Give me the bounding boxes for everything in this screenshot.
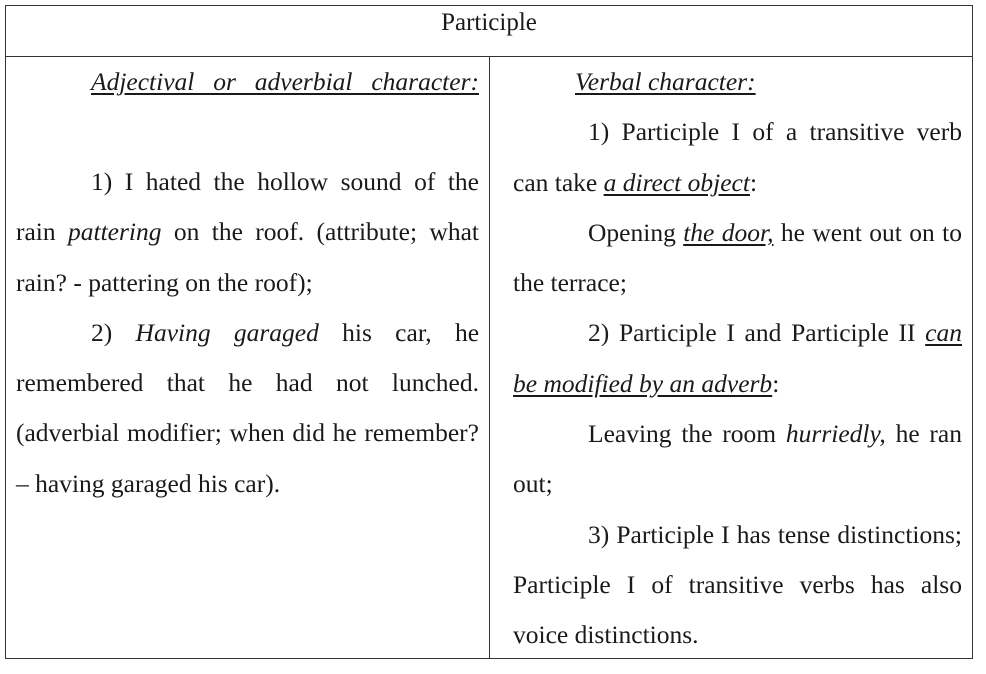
verbal-example-1 [513, 208, 962, 309]
example-2-text-c: his car, he remembered that he had not lunched. (adverbial modifier; when did he remember? – having garaged his car). [16, 317, 480, 498]
adjectival-example-1 [16, 157, 479, 308]
example-3-text-c: he went out on to the terrace; [513, 217, 962, 298]
example-1-italic: pattering [68, 217, 162, 247]
verbal-heading: Verbal character: [575, 67, 756, 96]
example-2-text-a: 2) [91, 317, 136, 347]
example-2-italic: Having garaged [135, 317, 319, 347]
point-1-underlined: a direct object [603, 167, 750, 197]
adjectival-heading: Adjectival or adverbial character: [91, 67, 479, 96]
adjectival-column [6, 57, 490, 658]
example-4-text-a: Leaving the room [588, 419, 786, 449]
point-2-text-a: 2) Participle I and Participle II [588, 318, 926, 348]
example-3-underlined: the door, [683, 217, 774, 247]
verbal-example-2 [513, 409, 962, 510]
adjectival-heading-block [16, 57, 479, 157]
example-4-text-c: he ran out; [513, 419, 962, 499]
point-2-text-c: : [772, 368, 780, 398]
participle-table [5, 5, 973, 659]
example-1-text-a: 1) I hated the hollow sound of the rain [16, 167, 479, 247]
verbal-point-3: 3) Participle I has tense distinctions; Participle I of transitive verbs has also voice distinctions. [513, 519, 962, 650]
point-2-underlined: can be modified by an adverb [513, 318, 962, 398]
example-4-italic: hurriedly, [785, 419, 886, 449]
point-1-text-a: 1) Participle I of a transitive verb can take [513, 117, 962, 197]
verbal-column [490, 57, 972, 658]
example-1-text-c: on the roof. (attribute; what rain? - pattering on the roof); [16, 217, 479, 297]
verbal-point-2 [513, 308, 962, 409]
example-3-text-a: Opening [588, 217, 684, 247]
adjectival-example-2 [16, 308, 479, 509]
verbal-heading-block [513, 57, 962, 107]
point-1-text-c: : [749, 167, 758, 197]
verbal-point-1 [513, 107, 962, 208]
table-title: Participle [6, 6, 972, 57]
